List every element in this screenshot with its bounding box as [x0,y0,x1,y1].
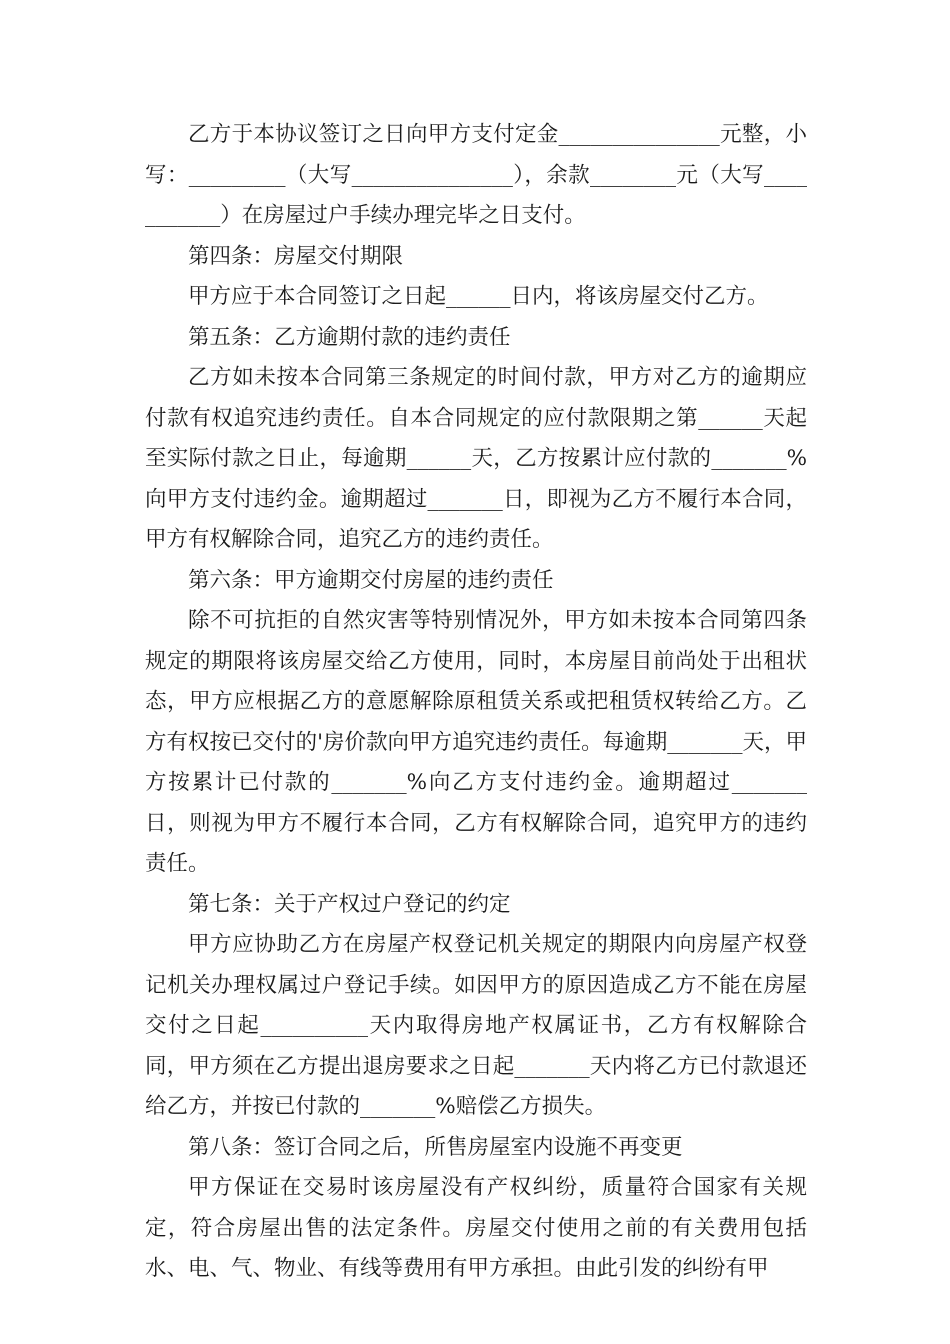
document-page [145,115,807,1290]
paragraph-seller-guarantee: 甲方保证在交易时该房屋没有产权纠纷，质量符合国家有关规定，符合房屋出售的法定条件。房屋交付使用之前的有关费用包括水、电、气、物业、有线等费用有甲方承担。由此引发的纠纷有甲 [145,1175,807,1281]
paragraph-seller-late-delivery: 除不可抗拒的自然灾害等特别情况外，甲方如未按本合同第四条规定的期限将该房屋交给乙方使用，同时，本房屋目前尚处于出租状态，甲方应根据乙方的意愿解除原租赁关系或把租赁权转给乙方。乙方有权按已交付的'房价款向甲方追究违约责任。每逾期_______天，甲方按累计已付款的_______%向乙方支付违约金。逾期超过_______日，则视为甲方不履行本合同，乙方有权解除合同，追究甲方的违约责任。 [145,608,807,876]
paragraph-deposit-payment: 乙方于本协议签订之日向甲方支付定金_______________元整，小写：_________（大写_______________），余款________元（大写___________）在房屋过户手续办理完毕之日支付。 [145,122,807,228]
article-8-heading: 第八条：签订合同之后，所售房屋室内设施不再变更 [188,1134,683,1160]
article-4-heading: 第四条：房屋交付期限 [188,243,404,269]
paragraph-title-transfer: 甲方应协助乙方在房屋产权登记机关规定的期限内向房屋产权登记机关办理权属过户登记手续。如因甲方的原因造成乙方不能在房屋交付之日起__________天内取得房地产权属证书，乙方有权解除合同，甲方须在乙方提出退房要求之日起_______天内将乙方已付款退还给乙方，并按已付款的_______%赔偿乙方损失。 [145,932,807,1119]
article-7-heading: 第七条：关于产权过户登记的约定 [188,891,511,917]
article-6-heading: 第六条：甲方逾期交付房屋的违约责任 [188,567,554,593]
paragraph-buyer-late-payment: 乙方如未按本合同第三条规定的时间付款，甲方对乙方的逾期应付款有权追究违约责任。自本合同规定的应付款限期之第______天起至实际付款之日止，每逾期______天，乙方按累计应付款的_______%向甲方支付违约金。逾期超过_______日，即视为乙方不履行本合同，甲方有权解除合同，追究乙方的违约责任。 [145,365,807,552]
paragraph-delivery-deadline: 甲方应于本合同签订之日起______日内，将该房屋交付乙方。 [188,284,769,309]
article-5-heading: 第五条：乙方逾期付款的违约责任 [188,324,511,350]
